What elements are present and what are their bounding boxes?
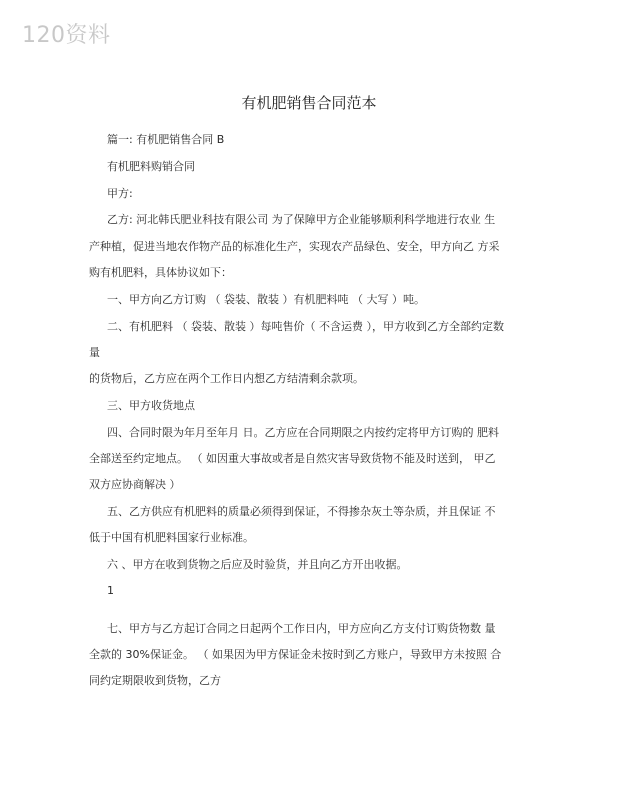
paragraph-line: 六 、甲方在收到货物之后应及时验货，并且向乙方开出收据。 <box>107 558 408 571</box>
paragraph-line: 七、甲方与乙方起订合同之日起两个工作日内，甲方应向乙方支付订购货物数 量 <box>107 622 496 635</box>
paragraph-line: 全款的 30%保证金。 （ 如果因为甲方保证金未按时到乙方账户，导致甲方未按照 合 <box>89 648 502 661</box>
paragraph-line: 低于中国有机肥料国家行业标准。 <box>89 531 254 544</box>
paragraph-line: 的货物后，乙方应在两个工作日内想乙方结清剩余款项。 <box>89 372 364 385</box>
paragraph-line: 甲方: <box>107 187 133 200</box>
paragraph-line: 有机肥料购销合同 <box>107 160 195 173</box>
paragraph-line: 篇一: 有机肥销售合同 B <box>107 133 225 146</box>
paragraph-line: 量 <box>89 346 100 359</box>
paragraph-line: 乙方: 河北韩氏肥业科技有限公司 为了保障甲方企业能够顺利科学地进行农业 生 <box>107 213 496 226</box>
paragraph-line: 双方应协商解决 ） <box>89 478 181 491</box>
paragraph-line: 同约定期限收到货物，乙方 <box>89 674 221 687</box>
page-number: 1 <box>107 584 114 597</box>
paragraph-line: 产种植，促进当地农作物产品的标准化生产，实现农产品绿色、安全，甲方向乙 方采 <box>89 240 500 253</box>
paragraph-line: 三、甲方收货地点 <box>107 399 195 412</box>
watermark: 120资料 <box>22 23 111 48</box>
paragraph-line: 购有机肥料，具体协议如下： <box>89 266 232 279</box>
paragraph-line: 一、甲方向乙方订购 （ 袋装、散装 ）有机肥料吨 （ 大写 ）吨。 <box>107 293 425 306</box>
paragraph-line: 四、合同时限为年月至年月 日。乙方应在合同期限之内按约定将甲方订购的 肥料 <box>107 426 499 439</box>
paragraph-line: 五、乙方供应有机肥料的质量必须得到保证，不得掺杂灰土等杂质，并且保证 不 <box>107 505 496 518</box>
paragraph-line: 二、有机肥料 （ 袋装、散装 ）每吨售价（ 不含运费 ），甲方收到乙方全部约定数 <box>107 320 504 333</box>
document-title: 有机肥销售合同范本 <box>241 94 377 112</box>
paragraph-line: 全部送至约定地点。 （ 如因重大事故或者是自然灾害导致货物不能及时送到， 甲乙 <box>89 452 496 465</box>
